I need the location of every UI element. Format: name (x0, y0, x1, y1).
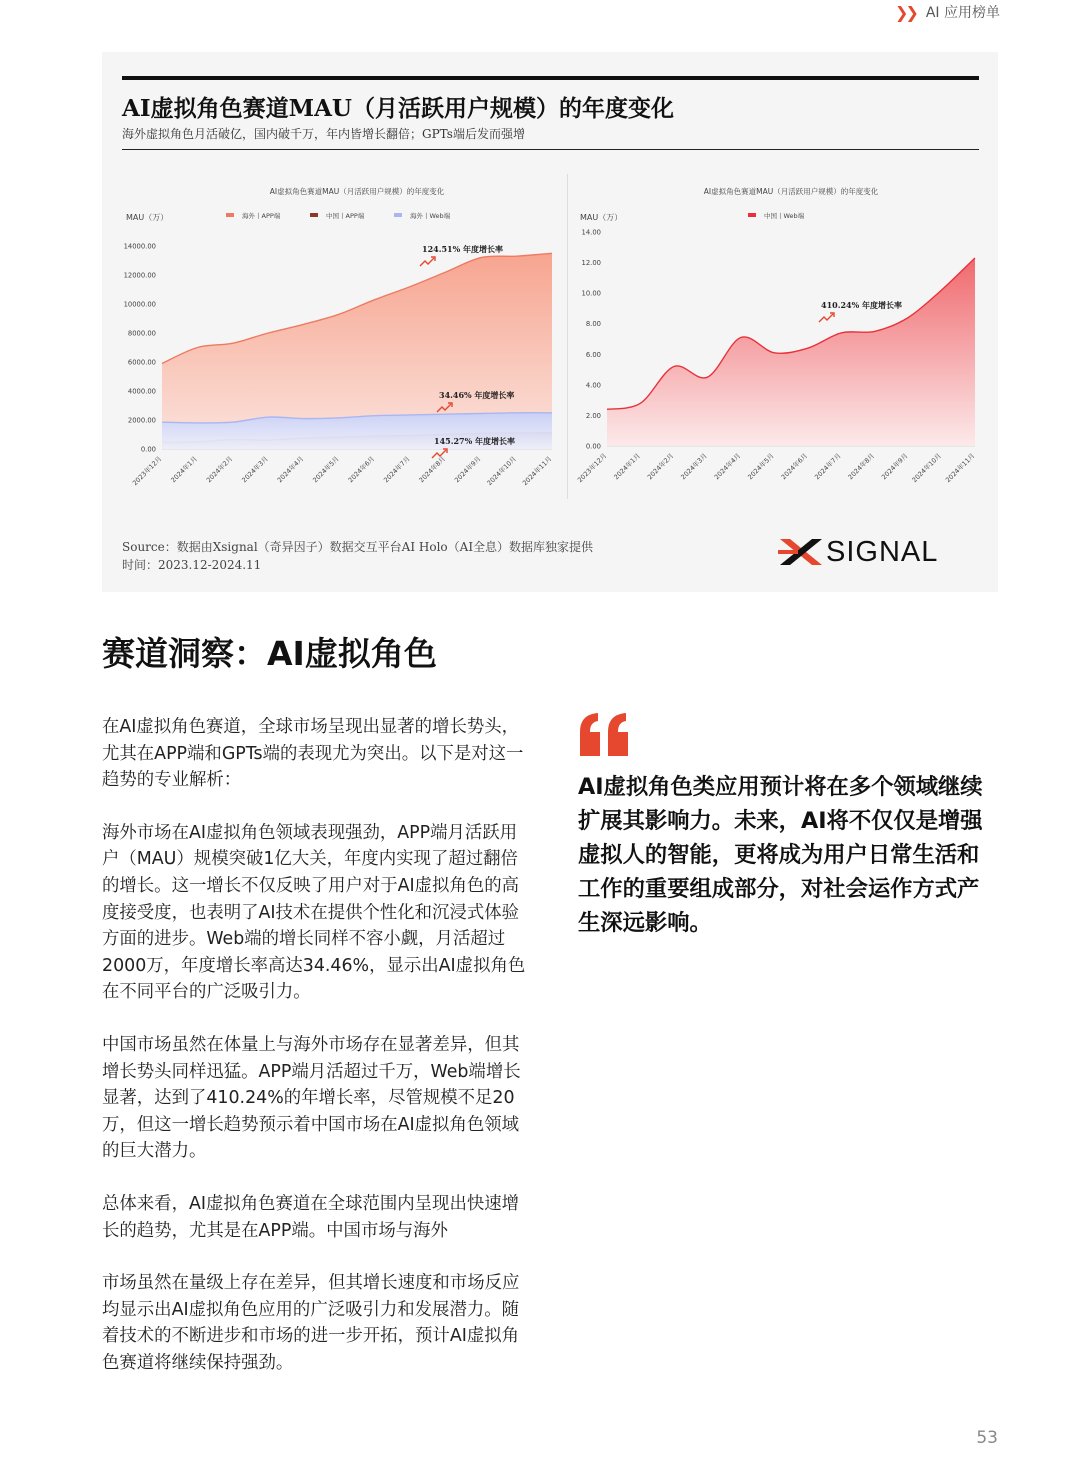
card-divider (122, 149, 979, 150)
x-tick-label: 2024年6月 (779, 451, 810, 482)
logo-wordmark: SIGNAL (826, 535, 939, 568)
legend-label: 中国丨Web端 (764, 212, 805, 220)
quote-mark-icon (578, 712, 630, 758)
x-tick-label: 2024年8月 (417, 454, 448, 485)
card-top-rule (122, 76, 979, 80)
y-tick-label: 0.00 (585, 442, 601, 451)
y-tick-label: 8000.00 (127, 329, 156, 338)
card-title: AI虚拟角色赛道MAU（月活跃用户规模）的年度变化 (122, 95, 674, 122)
y-tick-label: 10.00 (581, 289, 601, 298)
source-text: Source：数据由Xsignal（奇异因子）数据交互平台AI Holo（AI全息）数据库独家提供 (122, 540, 594, 554)
x-tick-label: 2024年11月 (944, 451, 977, 485)
chart-overseas-mau (116, 174, 561, 504)
x-tick-label: 2024年1月 (612, 451, 642, 482)
paragraph: 中国市场虽然在体量上与海外市场存在显著差异，但其增长势头同样迅猛。APP端月活超过千万，Web端增长显著，达到了410.24%的年增长率，尽管规模不足20万，但这一增长趋势预示着中国市场在AI虚拟角色领域的巨大潜力。 (102, 1034, 521, 1162)
y-tick-label: 2000.00 (127, 416, 156, 425)
x-tick-label: 2024年11月 (521, 454, 554, 488)
growth-rate-label: 410.24% 年度增长率 (821, 300, 903, 310)
growth-rate-label: 145.27% 年度增长率 (434, 436, 516, 446)
y-tick-label: 6000.00 (127, 358, 156, 367)
x-tick-label: 2024年5月 (746, 451, 776, 482)
trend-arrow-icon (819, 314, 833, 322)
x-logo-icon (778, 537, 824, 567)
x-tick-label: 2024年8月 (846, 451, 877, 482)
y-tick-label: 0.00 (140, 445, 156, 454)
page-header (895, 2, 1000, 22)
y-tick-label: 12.00 (581, 259, 601, 268)
xsignal-logo (778, 534, 978, 570)
y-axis-label: MAU（万） (580, 213, 623, 222)
legend-item (748, 211, 805, 220)
legend-label: 海外丨APP端 (242, 212, 281, 220)
trend-arrow-icon (420, 258, 434, 266)
x-tick-label: 2024年7月 (813, 451, 843, 482)
y-tick-label: 10000.00 (123, 300, 156, 309)
paragraph: 市场虽然在量级上存在差异，但其增长速度和市场反应均显示出AI虚拟角色应用的广泛吸引力和发展潜力。随着技术的不断进步和市场的进一步开拓，预计AI虚拟角色赛道将继续保持强劲。 (102, 1273, 520, 1373)
x-tick-label: 2024年4月 (275, 454, 306, 485)
body-text (102, 714, 526, 1402)
section-title: 赛道洞察：AI虚拟角色 (102, 634, 437, 673)
x-tick-label: 2024年10月 (485, 454, 518, 488)
paragraph: 在AI虚拟角色赛道，全球市场呈现出显著的增长势头，尤其在APP端和GPTs端的表现尤为突出。以下是对这一趋势的专业解析： (102, 717, 524, 791)
y-axis-label: MAU（万） (126, 213, 169, 222)
x-tick-label: 2024年7月 (382, 454, 412, 485)
x-tick-label: 2024年2月 (645, 451, 676, 482)
chart-card (102, 52, 998, 592)
page-number: 53 (976, 1428, 998, 1448)
time-range: 时间：2023.12-2024.11 (122, 558, 262, 572)
y-tick-label: 4000.00 (127, 387, 156, 396)
inner-chart-title: AI虚拟角色赛道MAU（月活跃用户规模）的年度变化 (269, 187, 445, 196)
growth-annotation (819, 300, 902, 322)
y-tick-label: 6.00 (585, 350, 601, 359)
inner-chart-title: AI虚拟角色赛道MAU（月活跃用户规模）的年度变化 (703, 187, 879, 196)
double-chevron-icon: ❯❯ (895, 2, 916, 22)
legend-label: 中国丨APP端 (326, 212, 365, 220)
y-tick-label: 8.00 (585, 320, 601, 329)
source-note (122, 538, 593, 574)
x-tick-label: 2024年2月 (204, 454, 235, 485)
y-tick-label: 14.00 (581, 228, 601, 237)
x-tick-label: 2023年12月 (576, 451, 609, 485)
x-tick-label: 2024年4月 (712, 451, 743, 482)
x-tick-label: 2024年9月 (880, 451, 910, 482)
y-tick-label: 12000.00 (123, 271, 156, 280)
pull-quote: AI虚拟角色类应用预计将在多个领域继续扩展其影响力。未来，AI将不仅仅是增强虚拟人的智能，更将成为用户日常生活和工作的重要组成部分，对社会运作方式产生深远影响。 (578, 774, 983, 936)
legend-item (226, 211, 281, 220)
x-tick-label: 2024年6月 (346, 454, 377, 485)
chart-separator (567, 174, 568, 499)
x-tick-label: 2024年1月 (169, 454, 199, 485)
x-tick-label: 2024年9月 (453, 454, 483, 485)
y-tick-label: 14000.00 (123, 242, 156, 251)
y-tick-label: 2.00 (585, 411, 601, 420)
growth-rate-label: 124.51% 年度增长率 (422, 244, 504, 254)
chart-china-web-mau (570, 174, 990, 504)
section-label: AI 应用榜单 (925, 5, 1000, 21)
x-tick-label: 2023年12月 (131, 454, 164, 488)
x-tick-label: 2024年3月 (679, 451, 709, 482)
x-tick-label: 2024年3月 (240, 454, 270, 485)
paragraph: 海外市场在AI虚拟角色领域表现强劲，APP端月活跃用户（MAU）规模突破1亿大关，年度内实现了超过翻倍的增长。这一增长不仅反映了用户对于AI虚拟角色的高度接受度，也表明了AI技术在提供个性化和沉浸式体验方面的进步。Web端的增长同样不容小觑，月活超过2000万，年度增长率高达34.46%，显示出AI虚拟角色在不同平台的广泛吸引力。 (102, 822, 526, 1003)
growth-rate-label: 34.46% 年度增长率 (439, 390, 515, 400)
legend-item (310, 211, 365, 220)
legend-label: 海外丨Web端 (410, 212, 451, 220)
card-subtitle: 海外虚拟角色月活破亿，国内破千万，年内皆增长翻倍；GPTs端后发而强增 (122, 127, 525, 141)
y-tick-label: 4.00 (585, 381, 601, 390)
paragraph: 总体来看，AI虚拟角色赛道在全球范围内呈现出快速增长的趋势，尤其是在APP端。中国市场与海外 (102, 1193, 520, 1241)
x-tick-label: 2024年10月 (910, 451, 943, 485)
x-tick-label: 2024年5月 (311, 454, 341, 485)
legend-item (394, 211, 451, 220)
